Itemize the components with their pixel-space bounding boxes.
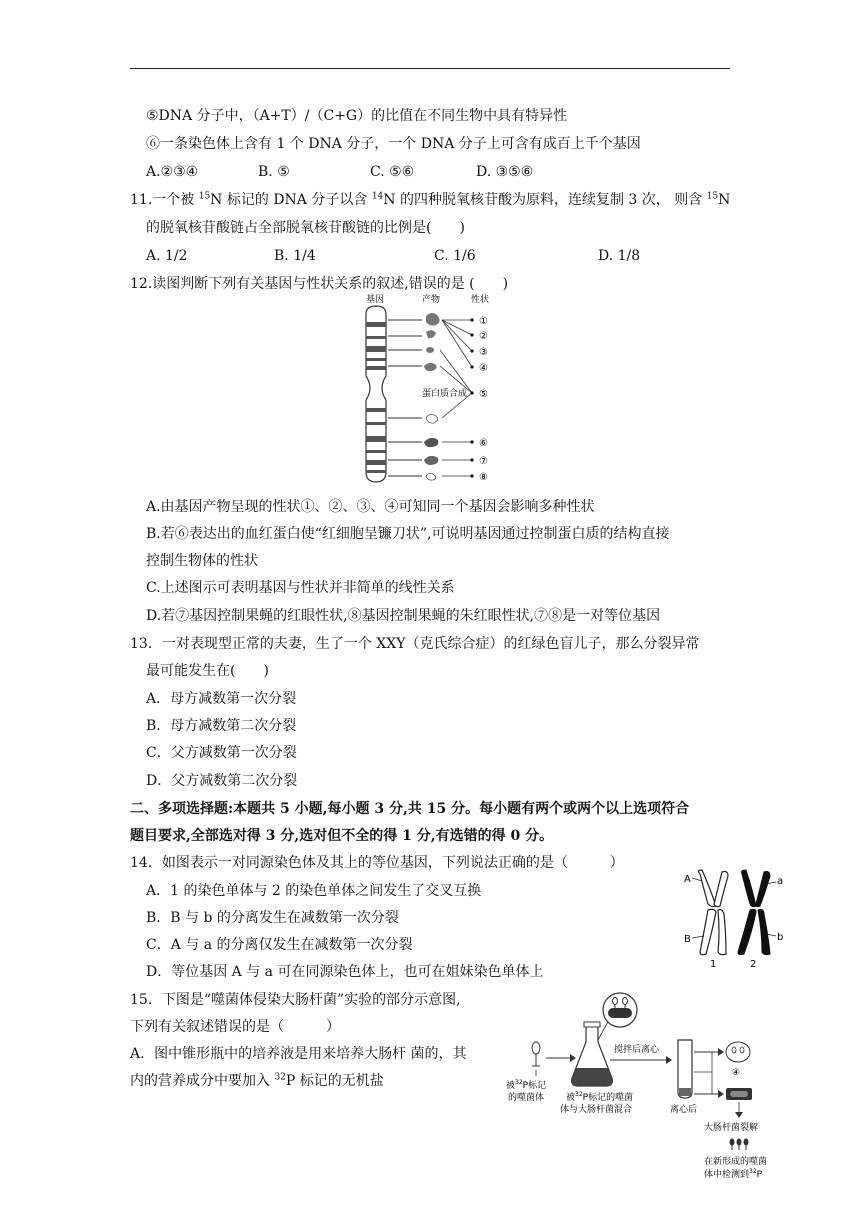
q15-option-a[interactable]: A．图中锥形瓶中的培养液是用来培养大肠杆 菌的，其 (130, 1046, 467, 1062)
allele-b: b (777, 932, 784, 943)
supernatant-icon (726, 1042, 750, 1062)
q10-item5: ⑤DNA 分子中，（A+T）/（C+G）的比值在不同生物中具有特异性 (146, 108, 568, 124)
q13-option-c[interactable]: C．父方减数第一次分裂 (146, 745, 297, 761)
q15-stem-line2: 下列有关叙述错误的是（ ） (130, 1019, 340, 1035)
allele-B: B (684, 934, 691, 945)
flask-icon (572, 1022, 613, 1086)
q12-option-b-cont: 控制生物体的性状 (146, 553, 258, 569)
q14-option-a[interactable]: A．1 的染色单体与 2 的染色单体之间发生了交叉互换 (146, 883, 482, 899)
chromosome-1 (698, 870, 728, 955)
allele-a: a (777, 876, 784, 887)
q13-option-a[interactable]: A．母方减数第一次分裂 (146, 691, 297, 707)
q13-stem-line1: 13．一对表现型正常的夫妻，生了一个 XXY（克氏综合症）的红绿色盲儿子，那么分裂异常 (130, 636, 700, 652)
homologous-chromosomes-figure (684, 868, 784, 968)
fig-label-detect: 在新形成的噬菌 (704, 1157, 768, 1167)
chromosome-2 (738, 870, 770, 955)
fig-protein-label: 蛋白质合成 (422, 389, 468, 399)
fig-label-centrifuge: 搅拌后离心 (614, 1045, 660, 1055)
centrifuge-tube-icon (678, 1040, 692, 1098)
q14-stem: 14．如图表示一对同源染色体及其上的等位基因，下列说法正确的是（ ） (130, 855, 624, 871)
section2-heading-cont: 题目要求,全部选对得 3 分,选对但不全的得 1 分,有选错的得 0 分。 (130, 828, 554, 844)
q10-option-b[interactable]: B. ⑤ (258, 164, 290, 180)
q10-options (146, 162, 533, 182)
trait-2: ② (479, 331, 488, 342)
trait-8: ⑧ (479, 472, 488, 483)
q13-option-d[interactable]: D．父方减数第二次分裂 (146, 773, 298, 789)
allele-A: A (684, 874, 691, 885)
trait-1: ① (479, 316, 488, 327)
phage-experiment-figure (498, 990, 788, 1190)
q15-stem-line1: 15．下图是“噬菌体侵染大肠杆菌”实验的部分示意图, (130, 992, 461, 1008)
fig-label-phage: 被$^{32}$P标记 (506, 1079, 547, 1091)
q12-stem: 12.读图判断下列有关基因与性状关系的叙述,错误的是 ( ) (130, 276, 509, 292)
q15-option-a-cont: 内的营养成分中要加入 $^{32}$P 标记的无机盐 (130, 1072, 384, 1089)
fig-col-product: 产物 (422, 295, 441, 305)
chromosome-2-label: 2 (750, 959, 757, 968)
fig-col-gene: 基因 (366, 295, 385, 305)
section2-heading: 二、多项选择题:本题共 5 小题,每小题 3 分,共 15 分。每小题有两个或两个以上选项符合 (130, 801, 690, 817)
chromosome-1-label: 1 (710, 959, 717, 968)
trait-7: ⑦ (479, 456, 488, 467)
q11-stem-line1: 11.一个被 $^{15}$N 标记的 DNA 分子以含 $^{14}$N 的四种脱氧核苷酸为原料，连续复制 3 次， 则含 $^{15}$N (130, 191, 731, 208)
header-rule (130, 68, 730, 69)
fig-label-after: 离心后 (670, 1105, 698, 1115)
q13-stem-line2: 最可能发生在( ) (146, 663, 269, 679)
fig-label-phage-2: 的噬菌体 (508, 1093, 545, 1103)
q14-option-b[interactable]: B．B 与 b 的分离发生在减数第一次分裂 (146, 910, 399, 926)
fig-label-detect-2: 体中检测到$^{32}$P (704, 1168, 763, 1180)
q14-option-c[interactable]: C．A 与 a 的分离仅发生在减数第一次分裂 (146, 937, 413, 953)
q10-option-a[interactable]: A.②③④ (146, 164, 199, 180)
q12-option-c[interactable]: C.上述图示可表明基因与性状并非简单的线性关系 (146, 580, 455, 596)
q11-options (146, 246, 640, 266)
q11-option-a[interactable]: A. 1/2 (146, 248, 188, 264)
fig-label-mix-2: 体与大肠杆菌混合 (560, 1105, 633, 1115)
q11-option-b[interactable]: B. 1/4 (274, 248, 316, 264)
fig-step-mark: ④ (732, 1068, 741, 1078)
gene-trait-figure (358, 292, 508, 488)
q10-option-c[interactable]: C. ⑤⑥ (370, 164, 415, 180)
q12-option-d[interactable]: D.若⑦基因控制果蝇的红眼性状,⑧基因控制果蝇的朱红眼性状,⑦⑧是一对等位基因 (146, 608, 661, 624)
phage-icon (532, 1042, 540, 1066)
q11-option-c[interactable]: C. 1/6 (434, 248, 476, 264)
fig-col-trait: 性状 (471, 295, 490, 305)
trait-6: ⑥ (479, 438, 488, 449)
trait-4: ④ (479, 363, 488, 374)
q10-option-d[interactable]: D. ③⑤⑥ (476, 164, 534, 180)
fig-label-lysis: 大肠杆菌裂解 (704, 1123, 759, 1133)
q14-option-d[interactable]: D．等位基因 A 与 a 可在同源染色体上，也可在姐妹染色单体上 (146, 964, 544, 980)
trait-dots (470, 318, 473, 477)
q11-option-d[interactable]: D. 1/8 (598, 248, 641, 264)
trait-5: ⑤ (479, 389, 488, 400)
trait-3: ③ (479, 347, 488, 358)
q12-option-a[interactable]: A.由基因产物呈现的性状①、②、③、④可知同一个基因会影响多种性状 (146, 499, 595, 515)
q11-stem-line2: 的脱氧核苷酸链占全部脱氧核苷酸链的比例是( ) (146, 220, 465, 236)
gene-arrows (388, 320, 422, 476)
q13-option-b[interactable]: B．母方减数第二次分裂 (146, 718, 297, 734)
q12-option-b[interactable]: B.若⑥表达出的血红蛋白使“红细胞呈镰刀状”,可说明基因通过控制蛋白质的结构直接 (146, 526, 670, 542)
fig-label-mix: 被$^{32}$P标记的噬菌 (566, 1091, 634, 1103)
chromosome (366, 306, 386, 482)
q10-item6: ⑥一条染色体上含有 1 个 DNA 分子，一个 DNA 分子上可含有成百上千个基因 (146, 136, 641, 152)
new-phages-icon (730, 1139, 748, 1150)
